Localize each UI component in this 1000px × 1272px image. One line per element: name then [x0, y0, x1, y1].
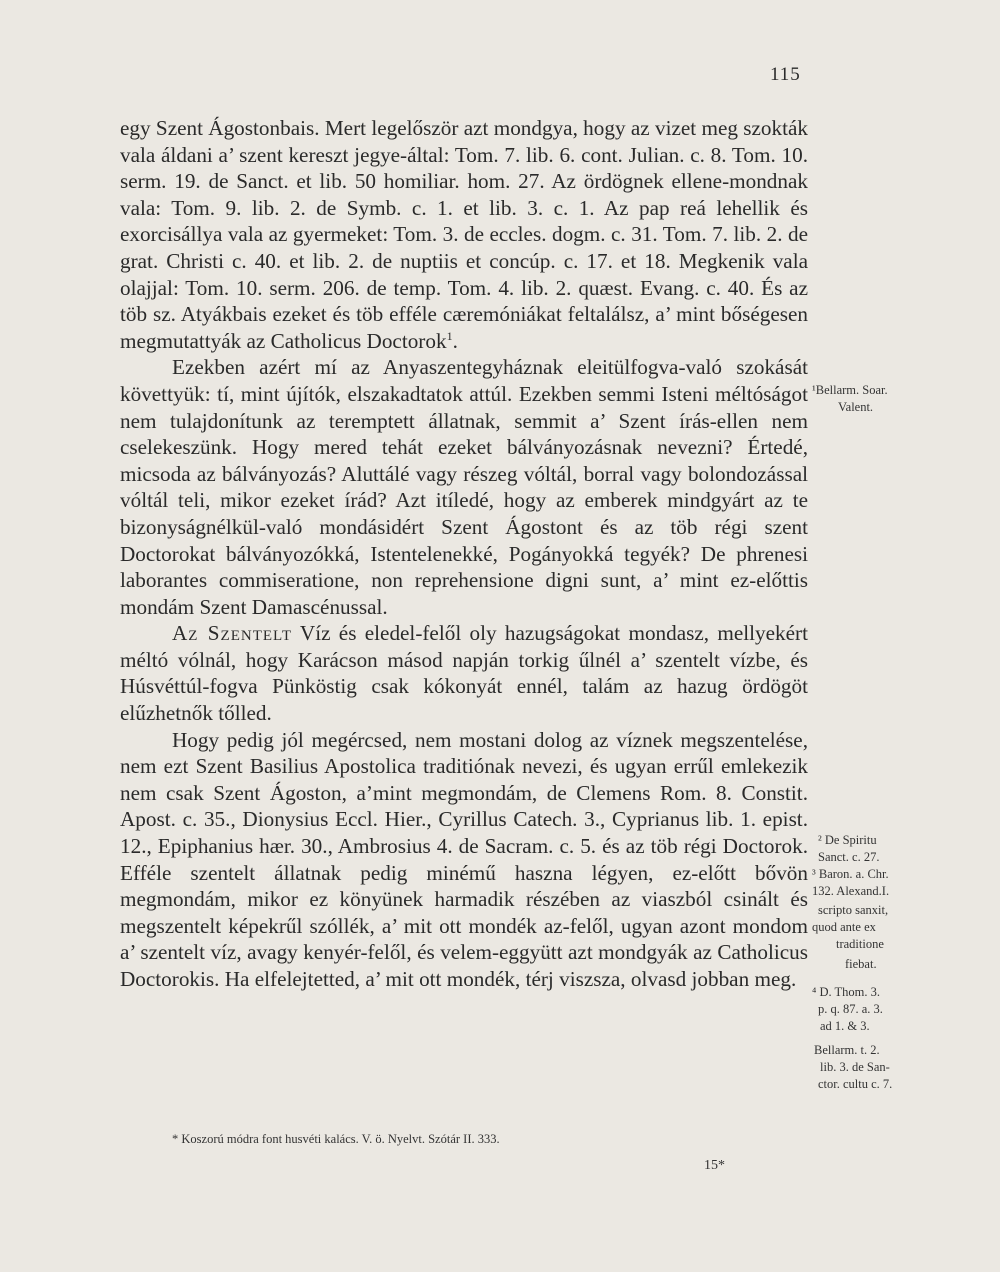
marginal-note: traditione [836, 937, 884, 951]
marginal-note: ctor. cultu c. 7. [818, 1077, 893, 1091]
footnote: * Koszorú módra font husvéti kalács. V. ö. Nyelvt. Szótár II. 333. [172, 1132, 500, 1146]
paragraph-4: Hogy pedig jól megércsed, nem mostani dolog az víznek megszentelése, nem ezt Szent Basilius Apostolica traditiónak nevezi, és ugyan errűl emlekezik nem csak Szent Ágoston, a’mint megmondám, de Clemens Rom. 8. Constit. Apost. c. 35., Dionysius Eccl. Hier., Cyrillus Catech. 3., Cyprianus lib. 1. epist. 12., Epiphanius hær. 30., Ambrosius 4. de Sacram. c. 5. és az töb régi Doctorok. Efféle szentelt állatnak pedig minémű haszna légyen, ez-előtt bővön megmondám, mikor ez könyünek harmadik részében az viaszból csinált és megszentelt képekrűl szóllék, a’ mit ott mondék az-felől, ugyan azont mondom a’ szentelt víz, avagy kenyér-felől, és velem-eggyütt azt mondgyák az Catholicus Doctorokis. Ha elfelejtetted, a’ mit ott mondék, térj viszsza, olvasd jobban meg. [120, 727, 808, 991]
marginal-note: quod ante ex [812, 920, 876, 934]
marginal-note: Bellarm. t. 2. [814, 1043, 880, 1057]
marginal-note: ⁴ D. Thom. 3. [812, 985, 881, 999]
marginal-note: fiebat. [845, 957, 877, 971]
marginal-note: scripto sanxit, [818, 903, 889, 917]
small-caps-lead: Az Szentelt [172, 621, 292, 646]
paragraph-1-text: egy Szent Ágostonbais. Mert legelőször azt mondgya, hogy az vizet meg szokták vala áldani a’ szent kereszt jegye-által: Tom. 7. lib. 6. cont. Julian. c. 8. Tom. 10. serm. 19. de Sanct. et lib. 50 homiliar. hom. 27. Az ördögnek ellene-mondnak vala: Tom. 9. lib. 2. de Symb. c. 1. et lib. 3. c. 1. Az pap reá lehellik és exorcisállya vala az gyermeket: Tom. 3. de eccles. dogm. c. 31. Tom. 7. lib. 2. de grat. Christi c. 40. et lib. 2. de nuptiis et concúp. c. 17. et 18. Megkenik vala olajjal: Tom. 10. serm. 206. de temp. Tom. 4. lib. 2. quæst. Evang. c. 40. És az töb sz. Atyákbais ezeket és töb efféle cæremóniákat feltalálsz, a’ mint bőségesen megmutattyák az Catholicus Doctorok [120, 116, 808, 353]
paragraph-1: egy Szent Ágostonbais. Mert legelőször azt mondgya, hogy az vizet meg szokták vala áldani a’ szent kereszt jegye-által: Tom. 7. lib. 6. cont. Julian. c. 8. Tom. 10. serm. 19. de Sanct. et lib. 50 homiliar. hom. 27. Az ördögnek ellene-mondnak vala: Tom. 9. lib. 2. de Symb. c. 1. et lib. 3. c. 1. Az pap reá lehellik és exorcisállya vala az gyermeket: Tom. 3. de eccles. dogm. c. 31. Tom. 7. lib. 2. de grat. Christi c. 40. et lib. 2. de nuptiis et concúp. c. 17. et 18. Megkenik vala olajjal: Tom. 10. serm. 206. de temp. Tom. 4. lib. 2. quæst. Evang. c. 40. És az töb sz. Atyákbais ezeket és töb efféle cæremóniákat feltalálsz, a’ mint bőségesen megmutattyák az Catholicus Doctorok$^1$. [120, 116, 808, 353]
marginal-note: ad 1. & 3. [820, 1019, 870, 1033]
marginal-note: lib. 3. de San- [820, 1060, 890, 1074]
footnote-ref-1: 1 [446, 328, 453, 343]
marginal-note: p. q. 87. a. 3. [818, 1002, 883, 1016]
marginal-note: Valent. [838, 400, 874, 414]
paragraph-2: Ezekben azért mí az Anyaszentegyháznak eleitülfogva-való szokását követtyük: tí, mint újítók, elszakadtatok attúl. Ezekben semmi Isteni méltóságot nem tulajdonítunk az teremptett állatnak, semmit a’ Szent írás-ellen nem cselekeszünk. Hogy mered tehát ezeket bálványozásnak nevezni? Értedé, micsoda az bálványozás? Aluttálé vagy részeg vóltál, borral vagy bolondozással vóltál teli, mikor ezeket írád? Azt itíledé, hogy az emberek mindgyárt az te bizonyságnélkül-való mondásidért Szent Ágostont és az töb régi szent Doctorokat bálványozókká, Istentelenekké, Pogányokká tegyék? De phrenesi laborantes commiseratione, non reprehensione digni sunt, a’ mint ez-előttis mondám Szent Damascénussal. [120, 355, 808, 619]
marginal-note: ¹Bellarm. Soar. [812, 383, 888, 397]
marginal-note: Sanct. c. 27. [818, 850, 880, 864]
paragraph-3-text: Víz és eledel-felől oly hazugságokat mondasz, mellyekért méltó vólnál, hogy Karácson másod napján torkig űlnél a’ szentelt vízbe, és Húsvéttúl-fogva Pünköstig csak kókonyát ennél, talám az hazug ördögöt elűzhetnők tőlled. [120, 621, 808, 726]
page-number: 115 [770, 64, 801, 85]
marginal-note: ² De Spiritu [818, 833, 877, 847]
signature-mark: 15* [704, 1158, 725, 1173]
marginal-note: 132. Alexand.I. [812, 884, 890, 898]
marginal-note: ³ Baron. a. Chr. [812, 867, 889, 881]
